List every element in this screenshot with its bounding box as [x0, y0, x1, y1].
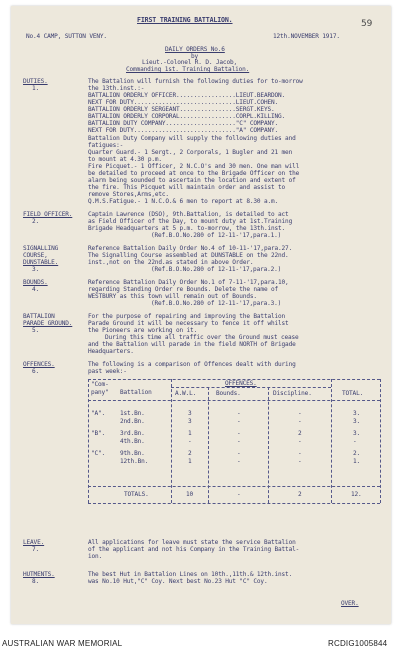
table-cell-bounds: -: [237, 410, 241, 417]
parade-number: 5.: [32, 327, 40, 334]
duties-line: be detailed to proceed at once to the Brigade Officer on the: [88, 170, 300, 177]
table-cell-bounds: -: [237, 418, 241, 425]
field-officer-line: (Ref.B.O.No.280 of 12-11-'17,para.1.): [151, 232, 282, 239]
bounds-line: WESTBURY as this town will remain out of Bounds.: [88, 293, 257, 300]
duties-line: alarm being sounded to ascertain the location and extent of: [88, 177, 296, 184]
col-header-company: pany": [91, 389, 109, 396]
table-rule: [171, 387, 331, 388]
hutments-number: 8.: [32, 578, 40, 585]
field-officer-line: as Field Officer of the Day, to mount duty at 1st.Training: [88, 218, 293, 225]
totals-total: 12.: [351, 491, 362, 498]
totals-label: TOTALS.: [124, 491, 149, 498]
over-marker: OVER.: [341, 600, 359, 607]
duties-line: NEXT FOR DUTY............................."A" COMPANY.: [88, 127, 279, 134]
document-page: [11, 6, 391, 624]
table-rule: [208, 387, 209, 503]
table-rule: [380, 379, 381, 503]
table-cell-discipline: -: [298, 438, 302, 445]
table-rule: [88, 379, 89, 503]
table-cell-battalion: 1st.Bn.: [120, 410, 145, 417]
parade-label: PARADE GROUND.: [23, 320, 73, 327]
duties-line: BATTALION ORDERLY CORPORAL................CORPL.KILLING.: [88, 113, 286, 120]
offences-intro: The following is a comparison of Offences dealt with during: [88, 361, 296, 368]
table-cell-battalion: 12th.Bn.: [120, 458, 149, 465]
duties-line: NEXT FOR DUTY.............................LIEUT.COHEN.: [88, 99, 279, 106]
table-rule: [268, 387, 269, 503]
archive-credit: AUSTRALIAN WAR MEMORIAL: [2, 639, 123, 648]
offences-number: 6.: [32, 368, 40, 375]
commanding-title: Commanding 1st. Training Battalion.: [126, 66, 250, 73]
parade-line: Headquarters.: [88, 348, 134, 355]
col-header-awl: A.W.L.: [175, 390, 197, 397]
table-cell-total: 2.: [353, 450, 361, 457]
table-rule: [88, 400, 380, 401]
table-cell-battalion: 4th.Bn.: [120, 438, 145, 445]
signalling-line: (Ref.B.O.No.280 of 12-11-'17,para.2.): [151, 266, 282, 273]
signalling-line: inst.,not on the 22nd.as stated in above Order.: [88, 259, 254, 266]
table-cell-discipline: -: [298, 410, 302, 417]
duties-line: Battalion Duty Company will supply the following duties and: [88, 135, 296, 142]
table-rule: [88, 486, 380, 487]
field-officer-number: 2.: [32, 218, 40, 225]
table-cell-discipline: -: [298, 458, 302, 465]
offences-intro: past week:-: [88, 368, 127, 375]
archive-id: RCDIG1005844: [328, 639, 388, 648]
leave-line: of the applicant and not his Company in the Training Battal-: [88, 546, 300, 553]
table-cell-bounds: -: [237, 430, 241, 437]
table-cell-battalion: 9th.Bn.: [120, 450, 145, 457]
orders-title: DAILY ORDERS No.6: [165, 46, 225, 53]
field-officer-line: Captain Lawrence (DSO), 9th.Battalion, is detailed to act: [88, 211, 289, 218]
parade-line: During this time all traffic over the Ground must cease: [105, 334, 299, 341]
parade-line: Parade Ground it will be necessary to fence it off whilst: [88, 320, 289, 327]
table-cell-awl: 3: [188, 418, 192, 425]
table-rule: [331, 379, 332, 503]
order-date: 12th.NOVEMBER 1917.: [273, 33, 340, 40]
col-header-company: "Com-: [91, 381, 109, 388]
duties-line: BATTALION DUTY COMPANY...................."C" COMPANY.: [88, 120, 279, 127]
table-cell-awl: 1: [188, 430, 192, 437]
leave-number: 7.: [32, 546, 40, 553]
col-header-discipline: Discipline.: [273, 390, 312, 397]
table-cell-total: 1.: [353, 458, 361, 465]
duties-line: The Battalion will furnish the following duties for to-morrow: [88, 78, 303, 85]
duties-line: remove Stores,Arms,etc.: [88, 191, 169, 198]
totals-awl: 10: [186, 491, 194, 498]
table-cell-total: 3.: [353, 410, 361, 417]
bounds-line: regarding Standing Order re Bounds. Delete the name of: [88, 286, 279, 293]
field-officer-label: FIELD OFFICER.: [23, 211, 73, 218]
duties-line: Fire Picquet.- 1 Officer, 2 N.C.O's and 30 men. One man will: [88, 163, 300, 170]
bounds-label: BOUNDS.: [23, 279, 48, 286]
col-header-battalion: Battalion: [120, 389, 152, 396]
signalling-line: Reference Battalion Daily Order No.4 of 10-11-'17,para.27.: [88, 245, 293, 252]
signalling-number: 3.: [32, 266, 40, 273]
leave-line: ion.: [88, 553, 103, 560]
parade-line: the Pioneers are working on it.: [88, 327, 198, 334]
leave-line: All applications for leave must state the service Battalion: [88, 539, 296, 546]
duties-line: Q.M.S.Fatigue.- 1 N.C.O.& 6 men to report at 8.30 a.m.: [88, 198, 279, 205]
duties-line: the fire. This Picquet will maintain order and assist to: [88, 184, 286, 191]
table-cell-awl: -: [188, 438, 192, 445]
table-cell-company: "B".: [91, 430, 106, 437]
page-number: 59: [361, 19, 373, 29]
col-header-bounds: Bounds.: [216, 390, 241, 397]
duties-line: BATTALION ORDERLY SERGEANT................SERGT.KEYS.: [88, 106, 275, 113]
table-cell-total: 3.: [353, 418, 361, 425]
table-cell-total: -: [353, 438, 357, 445]
totals-bounds: -: [237, 491, 241, 498]
col-header-total: TOTAL.: [342, 390, 364, 397]
parade-line: and the Battalion will parade in the field NORTH of Brigade: [88, 341, 296, 348]
leave-label: LEAVE.: [23, 539, 45, 546]
bounds-line: Reference Battalion Daily Order No.1 of 7-11-'17,para.10,: [88, 279, 289, 286]
signalling-line: The Signalling Course assembled at DUNSTABLE on the 22nd.: [88, 252, 289, 259]
duties-line: to mount at 4.30 p.m.: [88, 156, 162, 163]
table-cell-battalion: 3rd.Bn.: [120, 430, 145, 437]
table-cell-discipline: 2: [298, 430, 302, 437]
table-cell-company: "A".: [91, 410, 106, 417]
table-cell-company: "C".: [91, 450, 106, 457]
table-cell-bounds: -: [237, 450, 241, 457]
signalling-label: COURSE,: [23, 252, 48, 259]
signalling-label: DUNSTABLE.: [23, 259, 59, 266]
field-officer-line: Brigade Headquarters at 5 p.m. to-morrow, the 13th.inst.: [88, 225, 286, 232]
camp-name: No.4 CAMP, SUTTON VENY.: [26, 33, 107, 40]
table-rule: [88, 503, 380, 504]
hutments-line: The best Hut in Battalion Lines on 10th.,11th.& 12th.inst.: [88, 571, 293, 578]
duties-line: Quarter Guard.- 1 Sergt., 2 Corporals, 1 Bugler and 21 men: [88, 149, 293, 156]
col-header-offences: OFFENCES.: [225, 380, 257, 387]
table-cell-awl: 1: [188, 458, 192, 465]
offences-label: OFFENCES.: [23, 361, 55, 368]
duties-line: BATTALION ORDERLY OFFICER.................LIEUT.BEARDON.: [88, 92, 286, 99]
hutments-line: was No.10 Hut,"C" Coy. Next best No.23 Hut "C" Coy.: [88, 578, 268, 585]
parade-label: BATTALION: [23, 313, 55, 320]
table-cell-bounds: -: [237, 438, 241, 445]
duties-line: fatigues:-: [88, 142, 124, 149]
duties-label: DUTIES.: [23, 78, 48, 85]
totals-discipline: 2: [298, 491, 302, 498]
table-cell-bounds: -: [237, 458, 241, 465]
table-cell-battalion: 2nd.Bn.: [120, 418, 145, 425]
hutments-label: HUTMENTS.: [23, 571, 55, 578]
duties-line: the 13th.inst.:-: [88, 85, 145, 92]
duties-number: 1.: [32, 85, 40, 92]
table-cell-awl: 3: [188, 410, 192, 417]
table-cell-awl: 2: [188, 450, 192, 457]
table-rule: [171, 379, 172, 503]
battalion-title: FIRST TRAINING BATTALION.: [137, 16, 233, 24]
by-label: by: [191, 53, 199, 60]
signalling-label: SIGNALLING: [23, 245, 59, 252]
bounds-line: (Ref.B.O.No.280 of 12-11-'17,para.3.): [151, 300, 282, 307]
parade-line: For the purpose of repairing and improving the Battalion: [88, 313, 286, 320]
bounds-number: 4.: [32, 286, 40, 293]
table-cell-discipline: -: [298, 418, 302, 425]
table-cell-total: 3.: [353, 430, 361, 437]
commander-name: Lieut.-Colonel R. D. Jacob,: [142, 59, 238, 66]
table-cell-discipline: -: [298, 450, 302, 457]
